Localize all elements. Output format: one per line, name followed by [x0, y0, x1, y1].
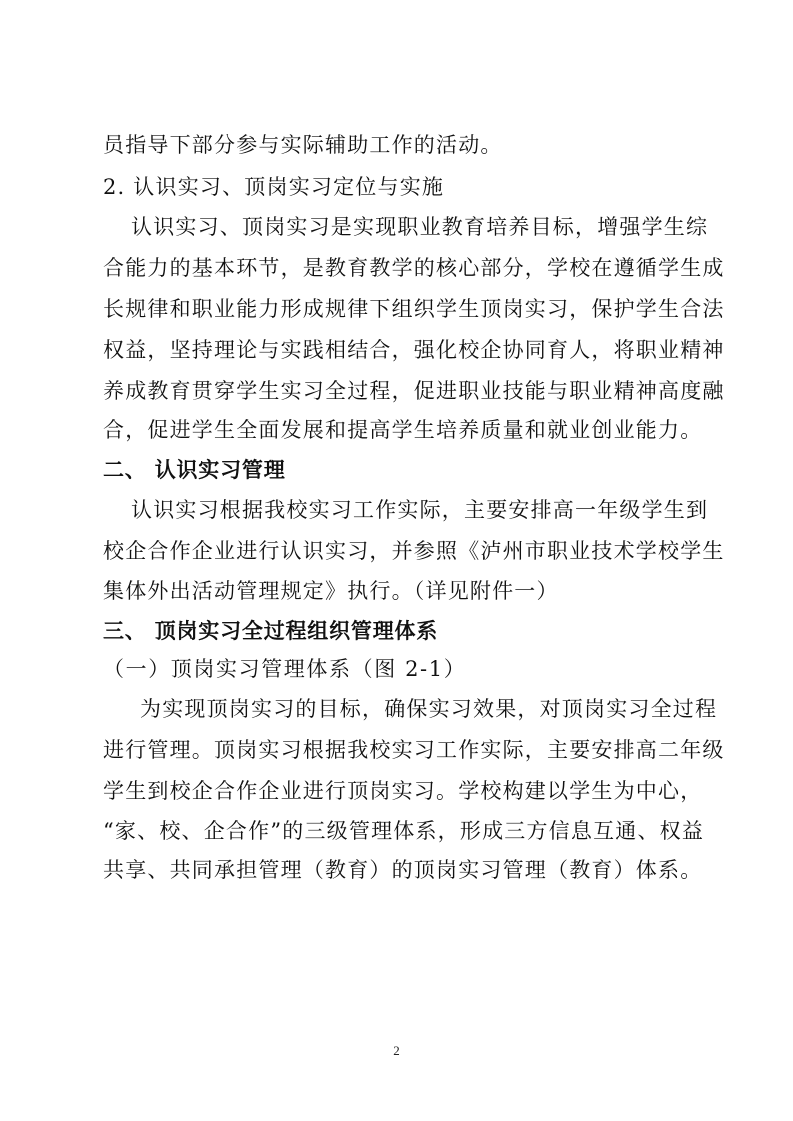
- paragraph-line: 集体外出活动管理规定》执行。（详见附件一）: [103, 579, 559, 603]
- section-subtitle: 2. 认识实习、顶岗实习定位与实施: [103, 175, 445, 199]
- paragraph-line: 认识实习根据我校实习工作实际，主要安排高一年级学生到: [131, 498, 709, 522]
- paragraph-line: 合，促进学生全面发展和提高学生培养质量和就业创业能力。: [103, 418, 703, 442]
- paragraph-line: 长规律和职业能力形成规律下组织学生顶岗实习，保护学生合法: [103, 297, 725, 321]
- paragraph-line: 养成教育贯穿学生实习全过程，促进职业技能与职业精神高度融: [103, 379, 725, 403]
- paragraph-line: 合能力的基本环节，是教育教学的核心部分，学校在遵循学生成: [103, 256, 725, 280]
- section-heading: 二、 认识实习管理: [103, 458, 286, 482]
- paragraph-line: “家、校、企合作”的三级管理体系，形成三方信息互通、权益: [103, 819, 705, 843]
- paragraph-line: 员指导下部分参与实际辅助工作的活动。: [103, 133, 503, 157]
- paragraph-line: 认识实习、顶岗实习是实现职业教育培养目标，增强学生综: [131, 215, 709, 239]
- paragraph-line: 进行管理。顶岗实习根据我校实习工作实际，主要安排高二年级: [103, 738, 725, 762]
- paragraph-line: 共享、共同承担管理（教育）的顶岗实习管理（教育）体系。: [103, 858, 703, 882]
- section-heading: 三、 顶岗实习全过程组织管理体系: [103, 619, 439, 643]
- page-number: 2: [393, 1043, 400, 1058]
- paragraph-line: 校企合作企业进行认识实习，并参照《泸州市职业技术学校学生: [103, 539, 725, 563]
- paragraph-line: 学生到校企合作企业进行顶岗实习。学校构建以学生为中心，: [103, 779, 703, 803]
- subsection-heading: （一）顶岗实习管理体系（图 2-1）: [103, 657, 467, 681]
- paragraph-line: 权益，坚持理论与实践相结合，强化校企协同育人，将职业精神: [103, 338, 725, 362]
- paragraph-line: 为实现顶岗实习的目标，确保实习效果，对顶岗实习全过程: [140, 697, 718, 721]
